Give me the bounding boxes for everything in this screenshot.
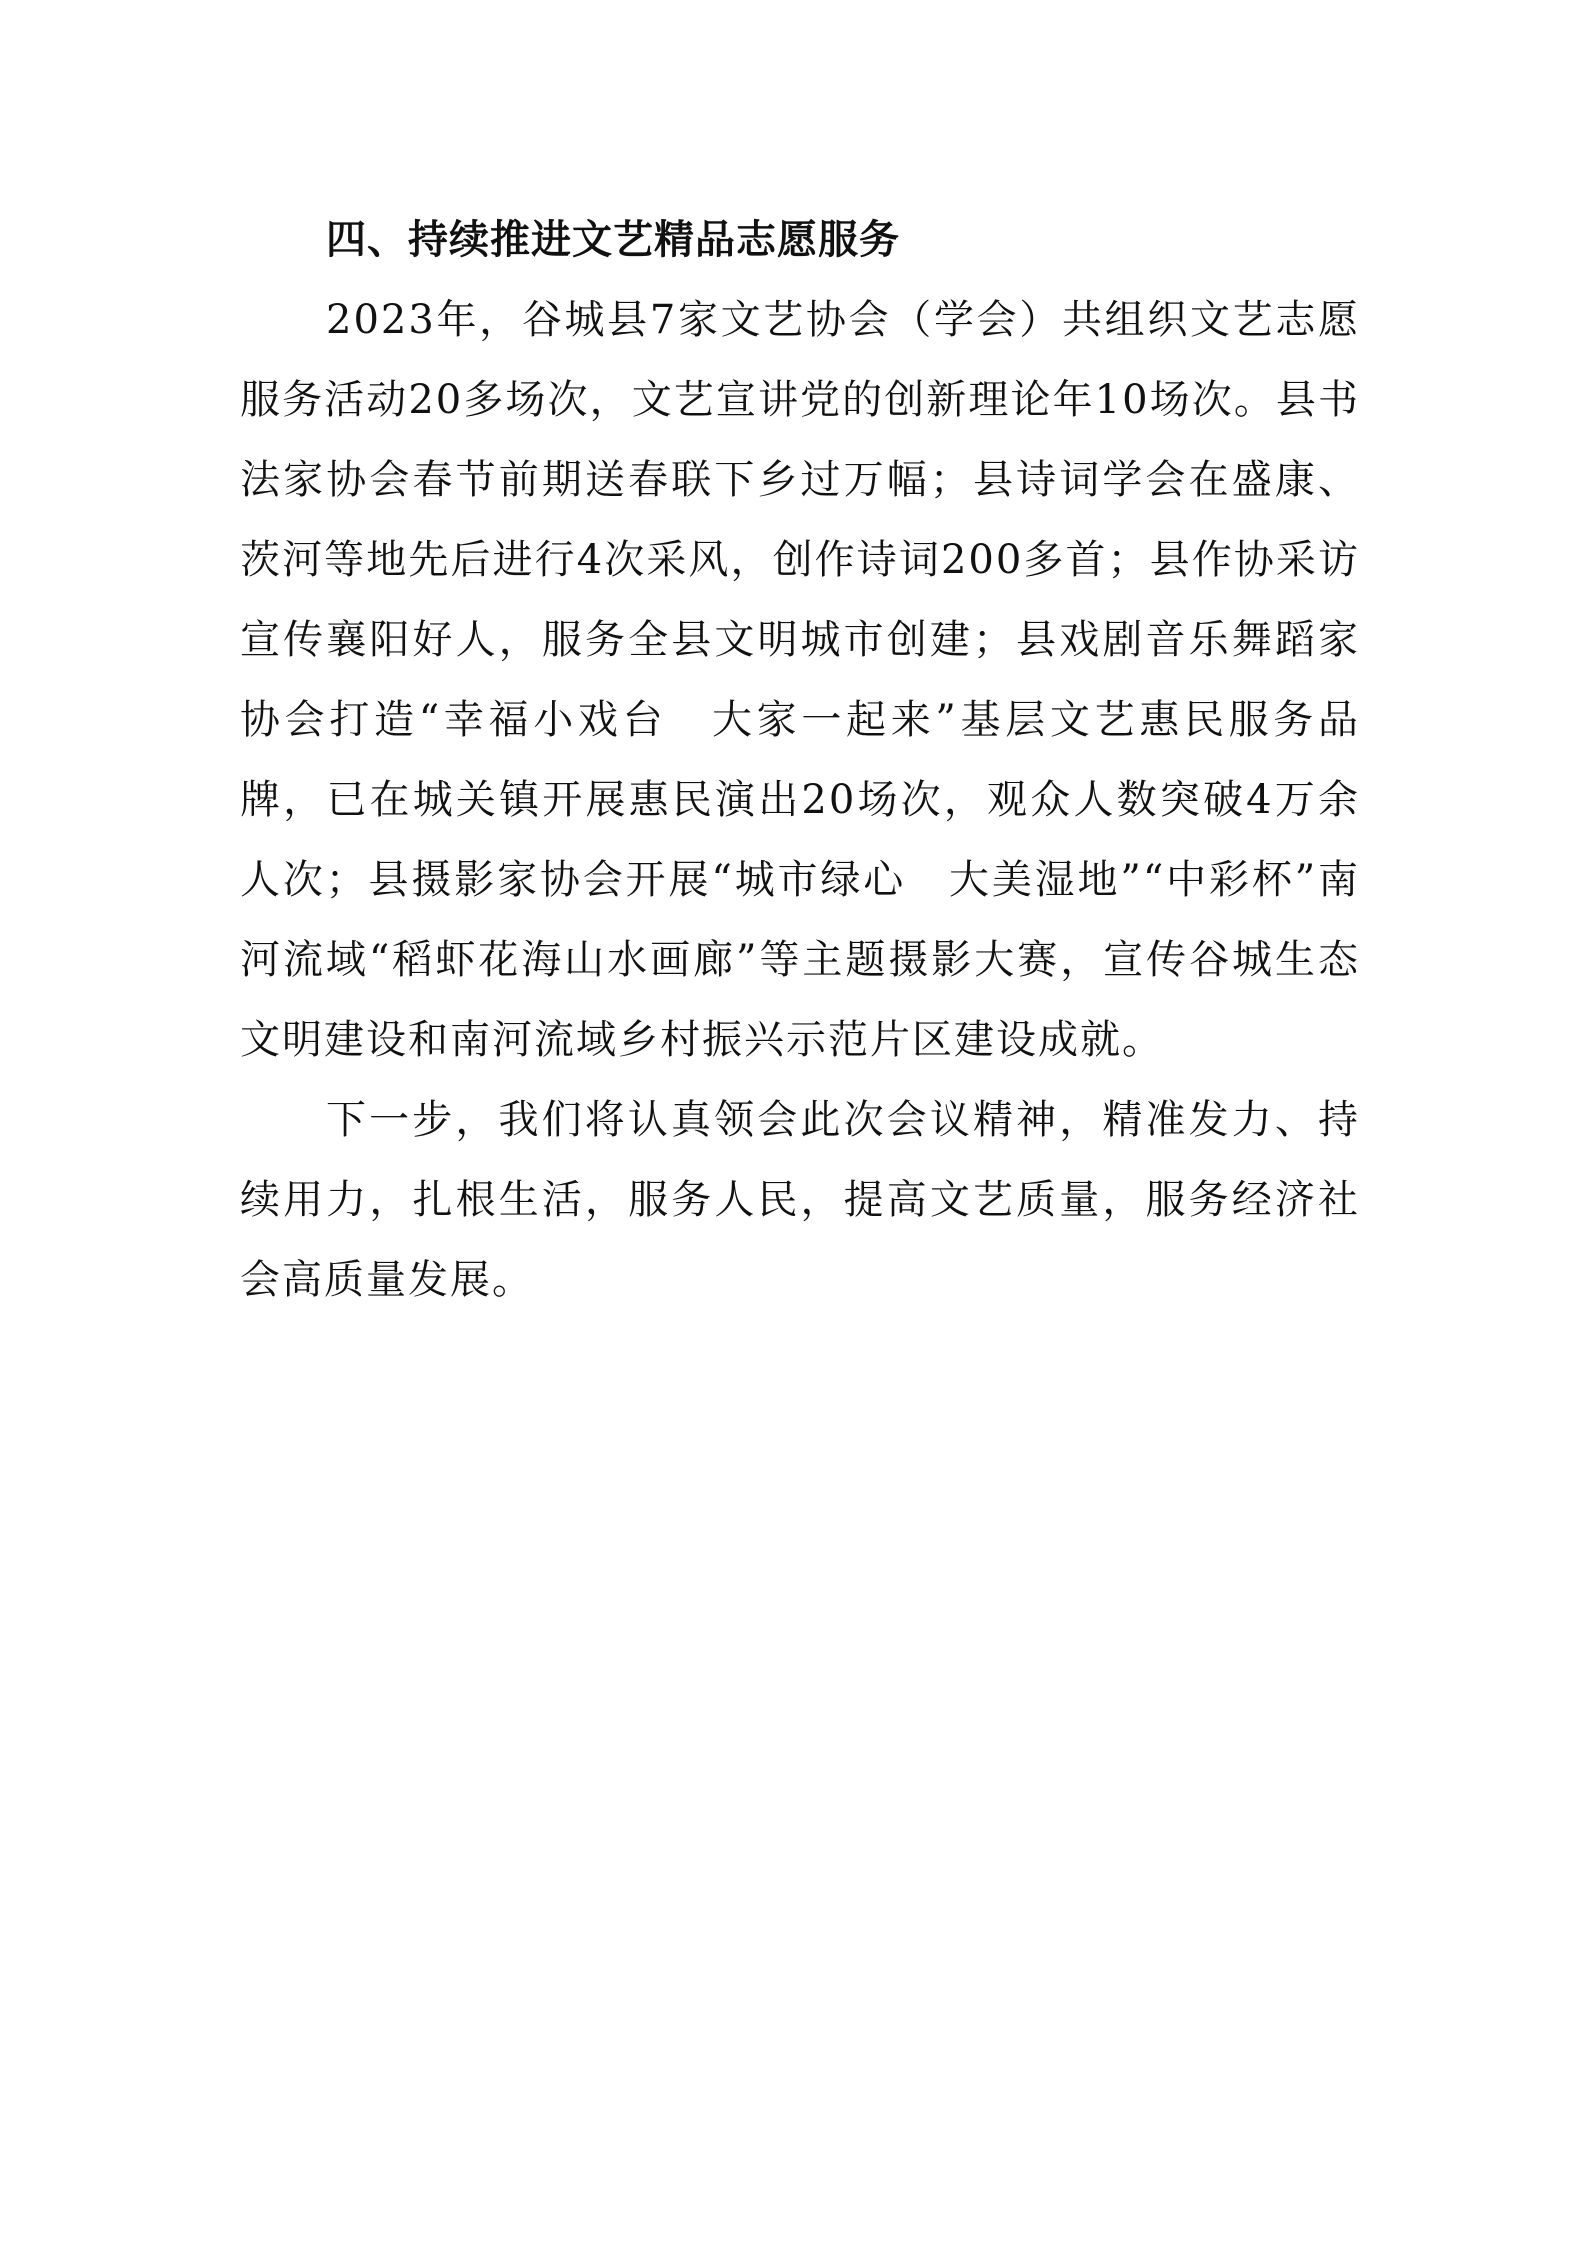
paragraph-activities: 2023年，谷城县7家文艺协会（学会）共组织文艺志愿服务活动20多场次，文艺宣讲党的创新理论年10场次。县书法家协会春节前期送春联下乡过万幅；县诗词学会在盛康、茨河等地先后进行4次采风，创作诗词200多首；县作协采访宣传襄阳好人，服务全县文明城市创建；县戏剧音乐舞蹈家协会打造“幸福小戏台 大家一起来”基层文艺惠民服务品牌，已在城关镇开展惠民演出20场次，观众人数突破4万余人次；县摄影家协会开展“城市绿心 大美湿地”“中彩杯”南河流域“稻虾花海山水画廊”等主题摄影大赛，宣传谷城生态文明建设和南河流域乡村振兴示范片区建设成就。 xyxy=(240,297,1360,1063)
section-heading: 四、持续推进文艺精品志愿服务 xyxy=(326,217,900,263)
paragraph-next-steps: 下一步，我们将认真领会此次会议精神，精准发力、持续用力，扎根生活，服务人民，提高文艺质量，服务经济社会高质量发展。 xyxy=(240,1097,1360,1303)
document-body xyxy=(240,200,1360,1320)
